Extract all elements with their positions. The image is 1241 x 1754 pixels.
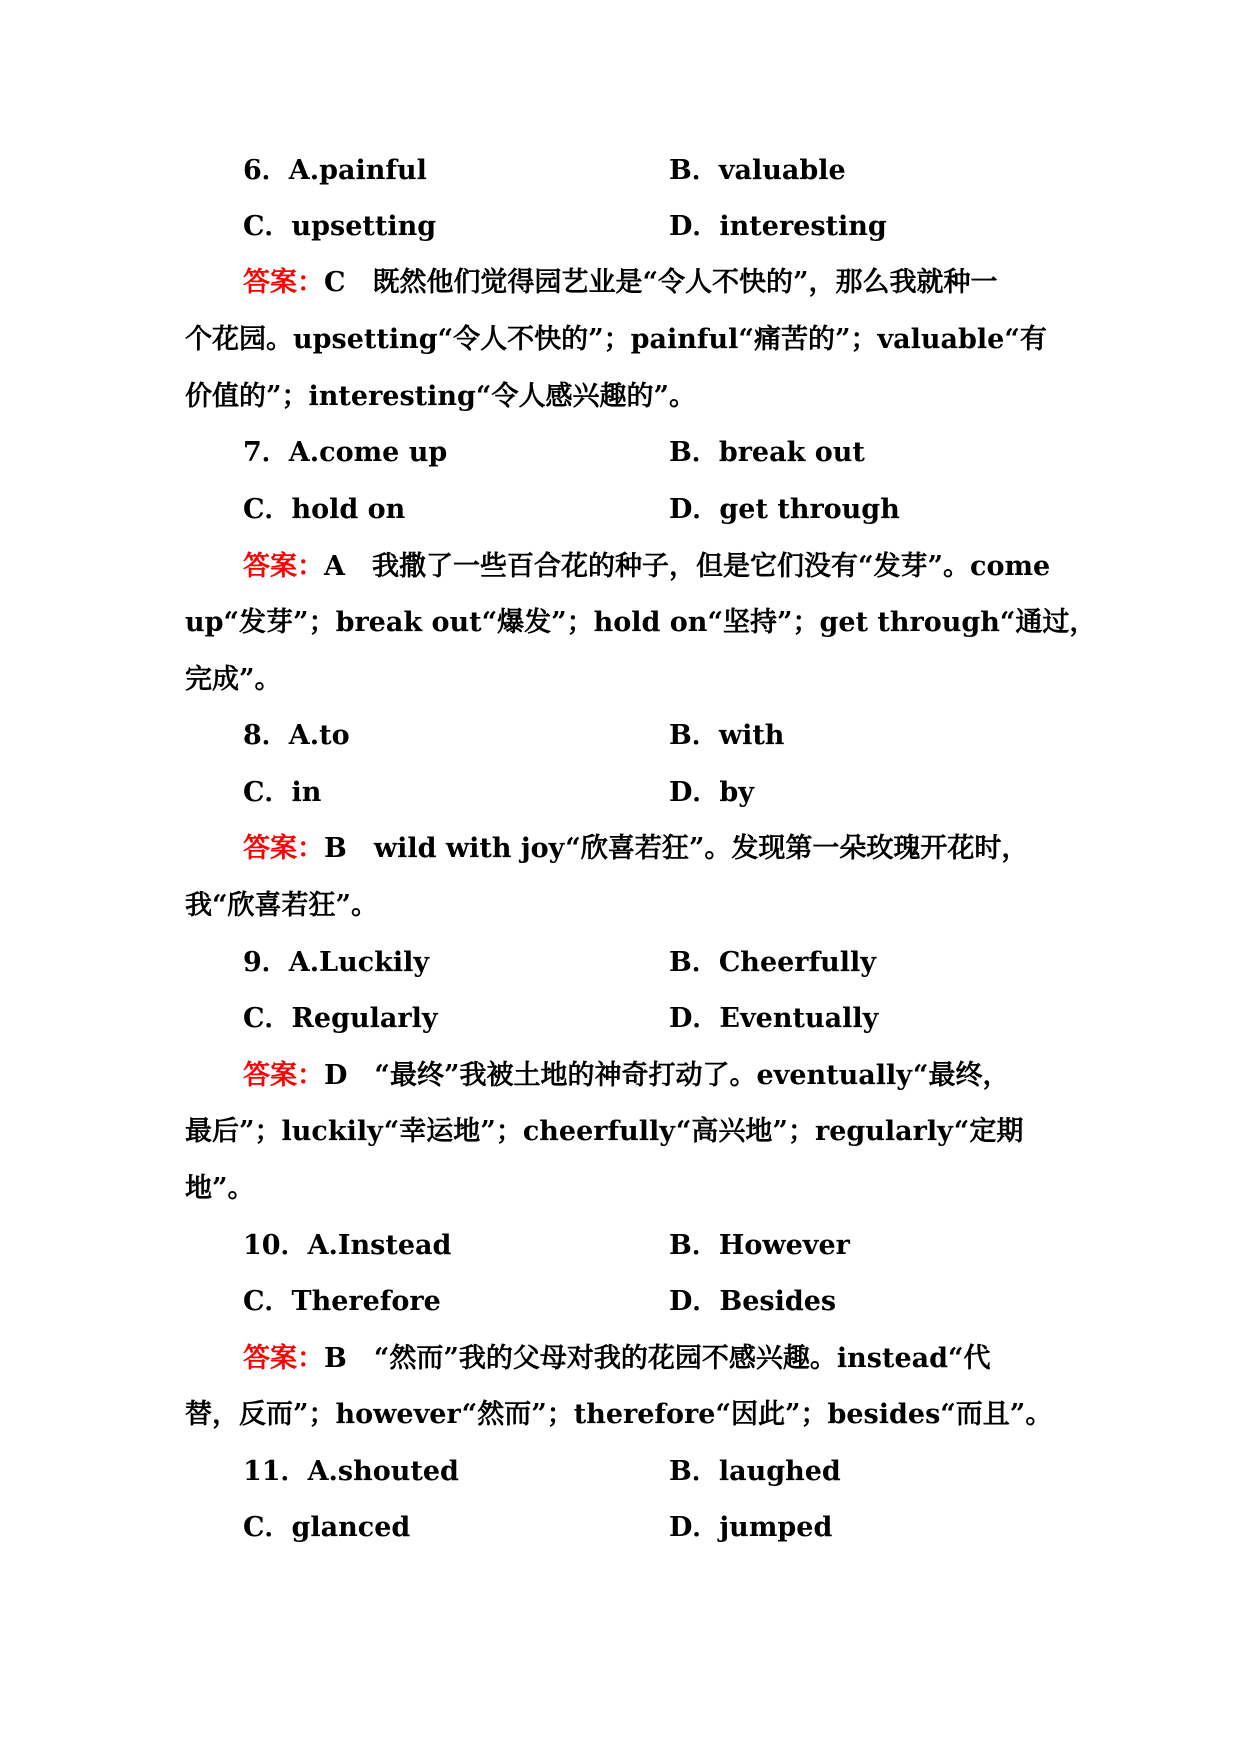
answer-text: C 既然他们觉得园艺业是“令人不快的”，那么我就种一 <box>324 267 998 298</box>
answer-line: up“发芽”；break out“爆发”；hold on“坚持”；get through“通过， <box>185 607 1097 638</box>
answer-line: 完成”。 <box>185 664 282 695</box>
answer-line: 替，反而”；however“然而”；therefore“因此”；besides“而且”。 <box>185 1399 1053 1430</box>
answer-line <box>243 1056 1065 1096</box>
option-c: C．glanced <box>243 1512 411 1543</box>
answer-line: 地”。 <box>185 1173 255 1204</box>
option-c: C．hold on <box>243 494 406 525</box>
option-a: 9．A.Luckily <box>243 947 430 978</box>
option-c: C．Therefore <box>243 1286 441 1317</box>
option-d: D．by <box>669 777 754 808</box>
answer-text: A 我撒了一些百合花的种子，但是它们没有“发芽”。come <box>324 551 1051 582</box>
answer-label: 答案： <box>243 1343 324 1374</box>
answer-line: 最后”；luckily“幸运地”；cheerfully“高兴地”；regularly“定期 <box>185 1116 1024 1147</box>
option-c: C．in <box>243 777 322 808</box>
option-a: 8．A.to <box>243 720 350 751</box>
option-d: D．get through <box>669 494 900 525</box>
answer-line <box>243 547 1065 587</box>
answer-line <box>243 1339 1065 1379</box>
option-b: B．break out <box>669 437 865 468</box>
option-d: D．Eventually <box>669 1003 879 1034</box>
option-b: B．Cheerfully <box>669 947 876 978</box>
option-b: B．with <box>669 720 785 751</box>
option-c: C．upsetting <box>243 211 437 242</box>
option-c: C．Regularly <box>243 1003 438 1034</box>
answer-label: 答案： <box>243 551 324 582</box>
answer-line: 我“欣喜若狂”。 <box>185 890 379 921</box>
answer-line <box>243 263 1065 303</box>
option-a: 10．A.Instead <box>243 1230 452 1261</box>
answer-label: 答案： <box>243 1060 324 1091</box>
answer-line <box>243 829 1065 869</box>
option-a: 11．A.shouted <box>243 1456 459 1487</box>
answer-label: 答案： <box>243 267 324 298</box>
option-d: D．jumped <box>669 1512 833 1543</box>
answer-line: 价值的”；interesting“令人感兴趣的”。 <box>185 381 696 412</box>
option-b: B．valuable <box>669 155 846 186</box>
option-b: B．laughed <box>669 1456 841 1487</box>
option-a: 6．A.painful <box>243 155 427 186</box>
option-d: D．interesting <box>669 211 887 242</box>
option-d: D．Besides <box>669 1286 837 1317</box>
answer-label: 答案： <box>243 833 324 864</box>
option-b: B．However <box>669 1230 850 1261</box>
answer-text: B “然而”我的父母对我的花园不感兴趣。instead“代 <box>324 1343 991 1374</box>
answer-text: D “最终”我被土地的神奇打动了。eventually“最终， <box>324 1060 1010 1091</box>
answer-text: B wild with joy“欣喜若狂”。发现第一朵玫瑰开花时， <box>324 833 1029 864</box>
option-a: 7．A.come up <box>243 437 448 468</box>
answer-line: 个花园。upsetting“令人不快的”；painful“痛苦的”；valuable“有 <box>185 324 1047 355</box>
